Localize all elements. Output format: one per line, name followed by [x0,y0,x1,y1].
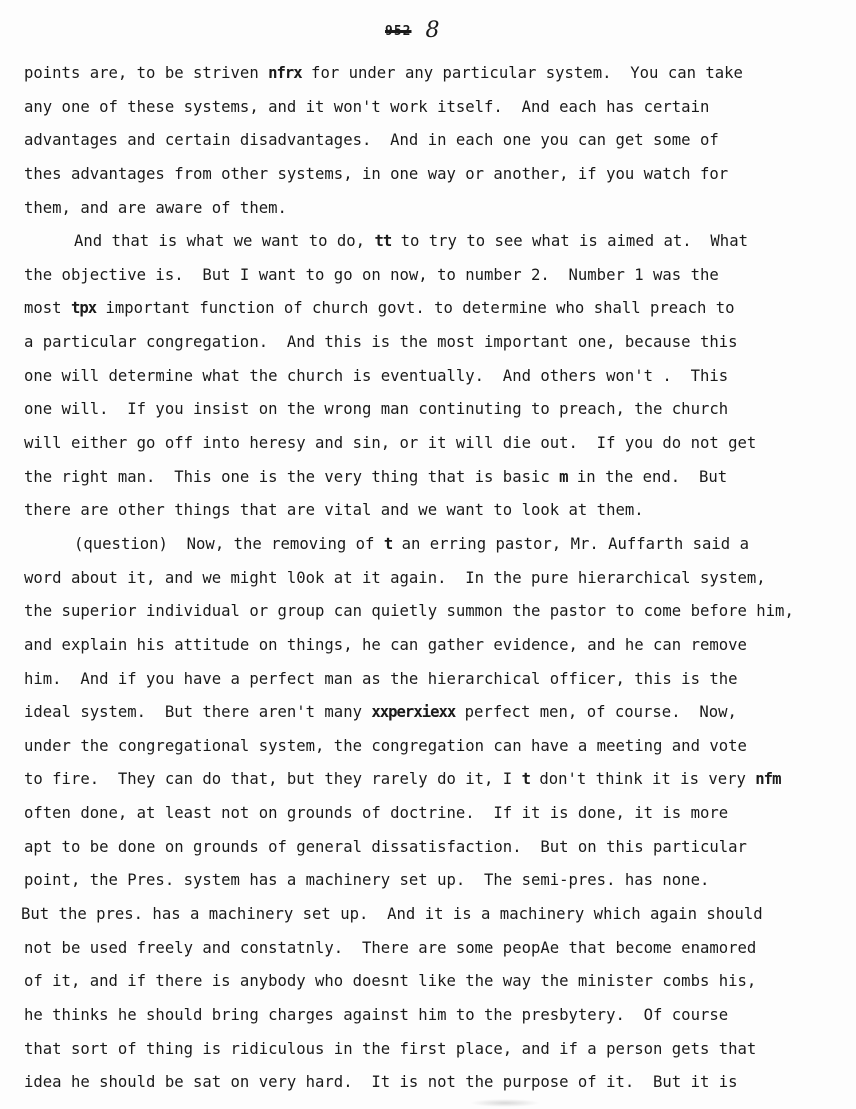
struck-out-text: m [559,467,568,486]
text-line [24,696,854,730]
line-text: one will determine what the church is eventually. And others won't . This [24,366,729,385]
line-text: under the congregational system, the congregation can have a meeting and vote [24,736,747,755]
line-text-continued: in the end. But [567,467,728,486]
line-text-continued: don't think it is very [529,770,756,789]
line-text: often done, at least not on grounds of doctrine. If it is done, it is more [24,804,729,823]
text-line [24,999,854,1033]
line-text: (question) Now, the removing of [74,534,384,553]
line-text: them, and are aware of them. [24,198,287,217]
line-text-continued: to try to see what is aimed at. What [391,232,748,251]
paper-smudge [470,1099,540,1107]
line-text: And that is what we want to do, [74,232,375,251]
line-text: will either go off into heresy and sin, or it will die out. If you do not get [24,434,757,453]
text-line [24,663,854,697]
struck-out-text: xxperxiexx [371,703,456,722]
line-text: most [24,299,71,318]
text-line [24,864,854,898]
text-line [24,124,854,158]
text-line [24,326,854,360]
line-text: any one of these systems, and it won't work itself. And each has certain [24,97,710,116]
struck-out-text: nfm [755,770,781,789]
line-text: one will. If you insist on the wrong man continuting to preach, the church [24,400,729,419]
text-line [24,629,854,663]
text-line [24,1066,854,1100]
text-line [24,730,854,764]
text-line [24,1033,854,1067]
line-text: of it, and if there is anybody who doesnt like the way the minister combs his, [24,972,757,991]
line-text-continued: important function of church govt. to determine who shall preach to [96,299,735,318]
text-line [24,292,854,326]
text-line [24,158,854,192]
page-number [385,18,440,43]
text-line [24,57,854,91]
text-line [24,797,854,831]
text-line [24,763,854,797]
line-text: the right man. This one is the very thing that is basic [24,467,560,486]
line-text: and explain his attitude on things, he can gather evidence, and he can remove [24,635,747,654]
text-line [24,965,854,999]
line-text: the superior individual or group can quietly summon the pastor to come before him, [24,602,794,621]
text-line [24,225,854,259]
line-text-continued: for under any particular system. You can take [301,64,743,82]
text-line [24,831,854,865]
line-text: a particular congregation. And this is the most important one, because this [24,333,738,352]
line-text: apt to be done on grounds of general dissatisfaction. But on this particular [24,837,747,856]
line-text: to fire. They can do that, but they rarely do it, I [24,770,522,789]
text-line [24,461,854,495]
text-line [24,932,854,966]
text-line [24,393,854,427]
struck-out-text: t [521,770,530,789]
line-text-continued: perfect men, of course. Now, [455,703,737,722]
text-line [21,898,854,932]
line-text: him. And if you have a perfect man as the hierarchical officer, this is the [24,669,738,688]
text-line [24,494,854,528]
struck-page-number: 952 [385,24,412,39]
text-line [24,259,854,293]
text-line [24,562,854,596]
line-text: word about it, and we might l0ok at it again. In the pure hierarchical system, [24,568,766,587]
line-text: that sort of thing is ridiculous in the first place, and if a person gets that [24,1039,757,1058]
body-text [21,57,854,1100]
line-text: there are other things that are vital and we want to look at them. [24,501,644,520]
text-line [24,528,854,562]
text-line [24,91,854,125]
struck-out-text: tpx [70,299,97,318]
handwritten-page-number: 8 [425,18,441,43]
line-text: advantages and certain disadvantages. And in each one you can get some of [24,131,719,150]
line-text: But the pres. has a machinery set up. And it is a machinery which again should [21,905,763,924]
line-text-continued: an erring pastor, Mr. Auffarth said a [392,534,749,553]
text-line [24,427,854,461]
line-text: not be used freely and constatnly. There are some peopAe that become enamored [24,938,757,957]
line-text: point, the Pres. system has a machinery set up. The semi-pres. has none. [24,871,710,890]
line-text: he thinks he should bring charges against him to the presbytery. Of course [24,1005,729,1024]
line-text: thes advantages from other systems, in one way or another, if you watch for [24,164,729,183]
text-line [24,192,854,226]
line-text: ideal system. But there aren't many [24,703,372,722]
struck-out-text: nfrx [268,64,302,82]
struck-out-text: t [383,534,393,553]
text-line [24,595,854,629]
text-line [24,360,854,394]
struck-out-text: tt [374,232,392,251]
line-text: idea he should be sat on very hard. It is not the purpose of it. But it is [24,1073,738,1092]
line-text: points are, to be striven [24,64,269,82]
line-text: the objective is. But I want to go on now, to number 2. Number 1 was the [24,265,719,284]
